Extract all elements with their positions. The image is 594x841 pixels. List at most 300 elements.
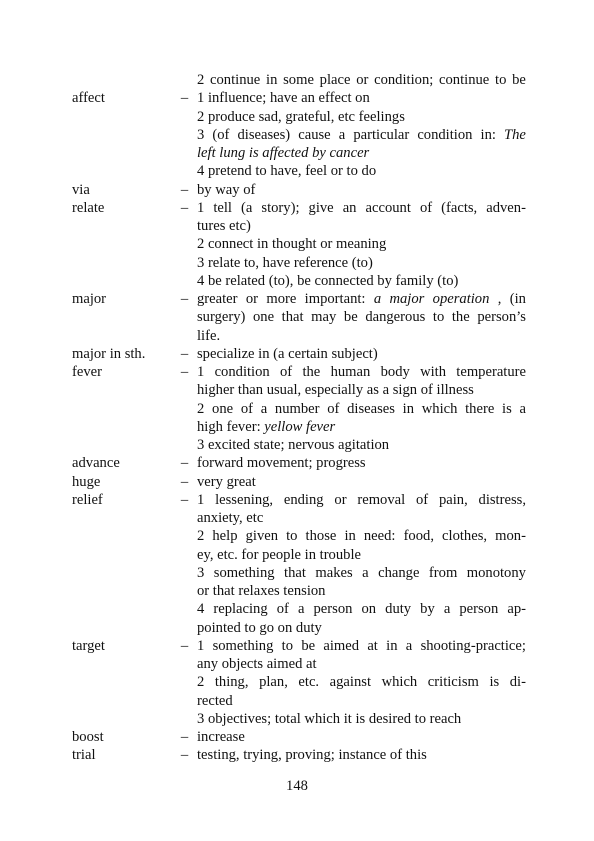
word: condition xyxy=(214,364,270,380)
word: temperature xyxy=(456,364,526,380)
word: is xyxy=(502,400,512,417)
word: particular xyxy=(353,126,410,143)
entry-term xyxy=(72,144,172,162)
word: distress, xyxy=(478,491,526,508)
entry-line xyxy=(72,582,526,600)
word: (of xyxy=(212,126,230,143)
entry-dash: – xyxy=(180,90,189,107)
entry-term: via xyxy=(72,181,90,198)
entry-dash xyxy=(172,400,197,418)
entry-dash: – xyxy=(180,729,189,745)
word: which xyxy=(381,674,418,691)
entry-definition xyxy=(197,491,526,509)
entry-term: boost xyxy=(72,729,104,745)
entry-dash xyxy=(172,327,197,345)
text-fragment: by way of xyxy=(197,181,256,198)
text-fragment: higher than usual, especially as a sign of illness xyxy=(197,382,474,399)
word: removal xyxy=(357,491,406,508)
entry-definition xyxy=(197,217,526,235)
word: makes xyxy=(315,564,353,581)
glossary-entry xyxy=(72,199,526,290)
entry-line xyxy=(72,199,526,217)
text-fragment: specialize in (a certain subject) xyxy=(197,345,378,362)
entry-line xyxy=(72,108,526,126)
word: those xyxy=(305,528,337,545)
word: 2 xyxy=(197,72,205,88)
entry-definition xyxy=(197,746,526,764)
entry-line xyxy=(72,473,526,491)
entry-definition xyxy=(197,582,526,600)
glossary-entry xyxy=(72,345,526,363)
word: diseases xyxy=(347,400,395,417)
word: the xyxy=(451,309,470,326)
entry-term: relief xyxy=(72,491,103,508)
word: ending xyxy=(283,491,324,508)
glossary-entry xyxy=(72,89,526,180)
entry-definition xyxy=(197,637,526,655)
entry-dash: – xyxy=(180,455,189,472)
entry-dash xyxy=(172,527,197,545)
word: be xyxy=(512,72,526,88)
word: give xyxy=(308,199,334,216)
word: something xyxy=(213,564,275,581)
glossary-entry xyxy=(72,491,526,637)
entry-line xyxy=(72,728,526,746)
text-fragment: or that relaxes tension xyxy=(197,583,326,599)
entry-line xyxy=(72,327,526,345)
entry-definition xyxy=(197,108,526,126)
entry-definition xyxy=(197,546,526,564)
word: (a xyxy=(241,199,253,216)
entry-definition xyxy=(197,454,526,472)
glossary-entry xyxy=(72,637,526,728)
entry-dash xyxy=(172,619,197,637)
glossary-entry xyxy=(72,728,526,746)
entry-definition xyxy=(197,181,526,199)
entry-definition xyxy=(197,509,526,527)
entry-term xyxy=(72,162,172,180)
word: is xyxy=(489,674,500,691)
word: that xyxy=(281,309,304,326)
word: help xyxy=(212,528,238,545)
entry-term: relate xyxy=(72,199,105,216)
word: something xyxy=(212,637,274,654)
entry-definition xyxy=(197,381,526,399)
entry-definition xyxy=(197,345,526,363)
entry-term: advance xyxy=(72,455,120,472)
word: need: xyxy=(363,528,396,545)
text-fragment: forward movement; progress xyxy=(197,455,366,472)
entry-dash: – xyxy=(180,345,189,362)
entry-term: affect xyxy=(72,90,105,107)
word: body xyxy=(380,364,410,380)
entry-term xyxy=(72,327,172,345)
entry-definition xyxy=(197,327,526,345)
word: there xyxy=(465,400,495,417)
entry-definition xyxy=(197,162,526,180)
entry-term xyxy=(72,619,172,637)
text-fragment: anxiety, etc xyxy=(197,510,264,526)
entry-dash xyxy=(172,546,197,564)
entry-line xyxy=(72,509,526,527)
entry-line xyxy=(72,217,526,235)
entry-dash xyxy=(172,71,197,89)
page-number: 148 xyxy=(286,778,308,794)
entry-term xyxy=(72,217,172,235)
entry-term xyxy=(72,126,172,144)
word: replacing xyxy=(213,601,268,618)
entry-term xyxy=(72,308,172,326)
entry-term xyxy=(72,673,172,691)
glossary-entry xyxy=(72,181,526,199)
word: a xyxy=(443,601,451,618)
word: person’s xyxy=(477,309,526,326)
word: in xyxy=(402,400,415,417)
text-fragment: 3 relate to, have reference (to) xyxy=(197,254,373,271)
word: (facts, xyxy=(441,199,478,216)
entry-dash xyxy=(172,692,197,710)
entry-definition xyxy=(197,272,526,290)
word: more xyxy=(266,291,297,307)
entry-definition xyxy=(197,473,526,491)
entry-term xyxy=(72,692,172,710)
word: criticism xyxy=(427,674,479,691)
word: , xyxy=(497,291,502,307)
text-fragment: 1 influence; have an effect on xyxy=(197,90,370,107)
word: 2 xyxy=(197,674,205,691)
entry-dash xyxy=(172,564,197,582)
entry-dash: – xyxy=(180,491,189,508)
text-fragment: 2 produce sad, grateful, etc feelings xyxy=(197,108,405,125)
glossary-entry xyxy=(72,473,526,491)
entry-dash xyxy=(172,144,197,162)
word: mon- xyxy=(495,528,526,545)
entry-dash xyxy=(172,655,197,673)
word: aimed xyxy=(323,637,360,654)
word: 2 xyxy=(197,400,205,417)
text-fragment: rected xyxy=(197,692,233,709)
word: plan, xyxy=(259,674,288,691)
word: clothes, xyxy=(442,528,488,545)
word: in: xyxy=(480,126,496,143)
word: a xyxy=(362,564,369,581)
word: a xyxy=(260,400,268,417)
glossary-entry xyxy=(72,71,526,89)
word: shooting-practice; xyxy=(420,637,526,654)
entry-line xyxy=(72,655,526,673)
word: to xyxy=(286,528,298,545)
word: surgery) xyxy=(197,309,246,326)
entry-definition xyxy=(197,619,526,637)
word: di- xyxy=(509,674,526,691)
entry-term xyxy=(72,71,172,89)
word: thing, xyxy=(214,674,249,691)
entry-line xyxy=(72,673,526,691)
word: 3 xyxy=(197,564,205,581)
word: cause xyxy=(298,126,331,143)
text-fragment: tures etc) xyxy=(197,218,251,234)
word: 1 xyxy=(197,199,205,216)
entry-line xyxy=(72,710,526,728)
entry-term: trial xyxy=(72,747,96,764)
word: in xyxy=(266,72,278,88)
entry-line xyxy=(72,290,526,308)
text-fragment: high fever: xyxy=(197,418,265,435)
word: person xyxy=(459,601,499,618)
entry-dash xyxy=(172,108,197,126)
word: a xyxy=(519,400,526,417)
entry-line xyxy=(72,491,526,509)
word: or xyxy=(356,72,369,88)
word: by xyxy=(420,601,435,618)
word: 1 xyxy=(197,364,205,380)
entry-definition xyxy=(197,564,526,582)
word: human xyxy=(330,364,371,380)
entry-definition xyxy=(197,235,526,253)
entry-term: major in sth. xyxy=(72,345,146,362)
word: a xyxy=(338,126,346,143)
entry-line xyxy=(72,600,526,618)
entry-line xyxy=(72,363,526,381)
entry-term: fever xyxy=(72,364,102,380)
word: of xyxy=(327,400,340,417)
italic-word: a xyxy=(373,291,382,307)
entry-line xyxy=(72,181,526,199)
text-fragment: 2 connect in thought or meaning xyxy=(197,236,387,253)
word: dangerous xyxy=(365,309,426,326)
italic-word: The xyxy=(504,126,526,143)
word: change xyxy=(378,564,420,581)
glossary-entry xyxy=(72,454,526,472)
word: continue xyxy=(439,72,490,88)
text-fragment: any objects aimed at xyxy=(197,656,317,672)
entry-term xyxy=(72,272,172,290)
entry-definition xyxy=(197,290,526,308)
word: from xyxy=(428,564,458,581)
entry-term xyxy=(72,509,172,527)
text-fragment: 4 pretend to have, feel or to do xyxy=(197,163,377,180)
word: tell xyxy=(213,199,232,216)
entry-definition xyxy=(197,126,526,144)
entry-dash: – xyxy=(180,181,189,198)
word: or xyxy=(245,291,259,307)
entry-line xyxy=(72,436,526,454)
entry-line xyxy=(72,619,526,637)
word: person xyxy=(313,601,353,618)
entry-term xyxy=(72,564,172,582)
italic-word: major xyxy=(389,291,425,307)
word: condition xyxy=(417,126,473,143)
word: an xyxy=(342,199,357,216)
entry-term xyxy=(72,655,172,673)
entry-line xyxy=(72,637,526,655)
word: of xyxy=(415,491,429,508)
word: monotony xyxy=(466,564,526,581)
entry-term xyxy=(72,582,172,600)
entry-definition xyxy=(197,363,526,381)
entry-line xyxy=(72,746,526,764)
entry-line xyxy=(72,454,526,472)
entry-definition xyxy=(197,144,526,162)
entry-dash: – xyxy=(180,199,189,216)
italic-fragment: left lung is affected by cancer xyxy=(197,145,370,161)
entry-line xyxy=(72,345,526,363)
entry-line xyxy=(72,527,526,545)
word: one xyxy=(212,400,234,417)
word: to xyxy=(495,72,507,88)
word: given xyxy=(245,528,279,545)
word: (in xyxy=(509,291,526,307)
entry-line xyxy=(72,546,526,564)
entry-term xyxy=(72,418,172,436)
entry-line xyxy=(72,71,526,89)
entry-dash: – xyxy=(180,637,189,654)
entry-definition xyxy=(197,418,526,436)
word: duty xyxy=(385,601,412,618)
entry-dash xyxy=(172,254,197,272)
entry-definition xyxy=(197,728,526,746)
word: to xyxy=(281,637,294,654)
entry-term xyxy=(72,381,172,399)
entry-line xyxy=(72,308,526,326)
text-fragment: pointed to go on duty xyxy=(197,619,322,636)
entry-line xyxy=(72,144,526,162)
entry-dash xyxy=(172,162,197,180)
word: 3 xyxy=(197,126,205,143)
word: of xyxy=(280,364,293,380)
entry-definition xyxy=(197,71,526,89)
entry-dash xyxy=(172,509,197,527)
word: a xyxy=(405,637,413,654)
entry-line xyxy=(72,126,526,144)
entry-definition xyxy=(197,436,526,454)
word: important: xyxy=(304,291,366,307)
entry-definition xyxy=(197,89,526,107)
word: with xyxy=(420,364,447,380)
entry-term xyxy=(72,710,172,728)
entry-line xyxy=(72,692,526,710)
entry-dash xyxy=(172,126,197,144)
entry-dash xyxy=(172,600,197,618)
word: story); xyxy=(261,199,300,216)
word: food, xyxy=(403,528,434,545)
text-fragment: very great xyxy=(197,473,256,490)
entry-line xyxy=(72,272,526,290)
word: be xyxy=(301,637,316,654)
entry-term: huge xyxy=(72,473,101,490)
text-fragment: ey, etc. for people in trouble xyxy=(197,546,361,563)
text-fragment: 3 objectives; total which it is desired to reach xyxy=(197,710,462,727)
entry-dash xyxy=(172,710,197,728)
word: against xyxy=(329,674,371,691)
italic-fragment: yellow fever xyxy=(264,418,336,435)
word: a xyxy=(297,601,305,618)
word: pain, xyxy=(438,491,468,508)
glossary-entry xyxy=(72,290,526,345)
entry-line xyxy=(72,162,526,180)
entry-dash xyxy=(172,381,197,399)
word: greater xyxy=(197,291,238,307)
entry-term xyxy=(72,600,172,618)
entry-dash: – xyxy=(180,473,189,490)
text-fragment: 3 excited state; nervous agitation xyxy=(197,437,390,453)
glossary-entry xyxy=(72,363,526,454)
word: of xyxy=(419,199,433,216)
word: 1 xyxy=(197,491,205,508)
word: 1 xyxy=(197,637,205,654)
glossary-entry xyxy=(72,746,526,764)
word: to xyxy=(432,309,445,326)
word: account xyxy=(365,199,411,216)
word: on xyxy=(361,601,377,618)
entry-dash: – xyxy=(180,291,189,307)
entry-definition xyxy=(197,710,526,728)
entry-definition xyxy=(197,673,526,691)
entry-definition xyxy=(197,199,526,217)
word: 2 xyxy=(197,528,205,545)
word: adven- xyxy=(486,199,526,216)
entry-dash xyxy=(172,235,197,253)
entry-dash: – xyxy=(180,747,189,764)
entry-definition xyxy=(197,692,526,710)
entry-line xyxy=(72,381,526,399)
entry-dash xyxy=(172,436,197,454)
entry-term xyxy=(72,400,172,418)
entry-term xyxy=(72,108,172,126)
word: be xyxy=(343,309,358,326)
entry-dash xyxy=(172,418,197,436)
entry-line xyxy=(72,254,526,272)
entry-term: major xyxy=(72,291,107,307)
entry-term xyxy=(72,235,172,253)
entry-definition xyxy=(197,254,526,272)
word: number xyxy=(274,400,320,417)
entry-definition xyxy=(197,400,526,418)
word: or xyxy=(334,491,347,508)
text-fragment: 4 be related (to), be connected by family (to) xyxy=(197,272,459,289)
glossary-list xyxy=(72,71,526,765)
entry-dash xyxy=(172,217,197,235)
word: at xyxy=(367,637,378,654)
entry-definition xyxy=(197,527,526,545)
entry-dash xyxy=(172,582,197,600)
entry-term: target xyxy=(72,637,105,654)
entry-term xyxy=(72,254,172,272)
entry-definition xyxy=(197,655,526,673)
entry-dash xyxy=(172,308,197,326)
word: etc. xyxy=(298,674,320,691)
entry-dash xyxy=(172,272,197,290)
word: the xyxy=(302,364,321,380)
word: of xyxy=(276,601,289,618)
entry-line xyxy=(72,400,526,418)
entry-definition xyxy=(197,308,526,326)
entry-dash xyxy=(172,673,197,691)
word: continue xyxy=(210,72,261,88)
entry-dash: – xyxy=(180,364,189,380)
word: lessening, xyxy=(215,491,274,508)
entry-line xyxy=(72,418,526,436)
text-fragment: life. xyxy=(197,327,221,344)
word: that xyxy=(284,564,306,581)
word: 4 xyxy=(197,601,205,618)
word: in xyxy=(386,637,398,654)
entry-definition xyxy=(197,600,526,618)
text-fragment: increase xyxy=(197,729,245,745)
text-fragment: testing, trying, proving; instance of this xyxy=(197,747,427,764)
entry-line xyxy=(72,235,526,253)
word: diseases) xyxy=(237,126,291,143)
